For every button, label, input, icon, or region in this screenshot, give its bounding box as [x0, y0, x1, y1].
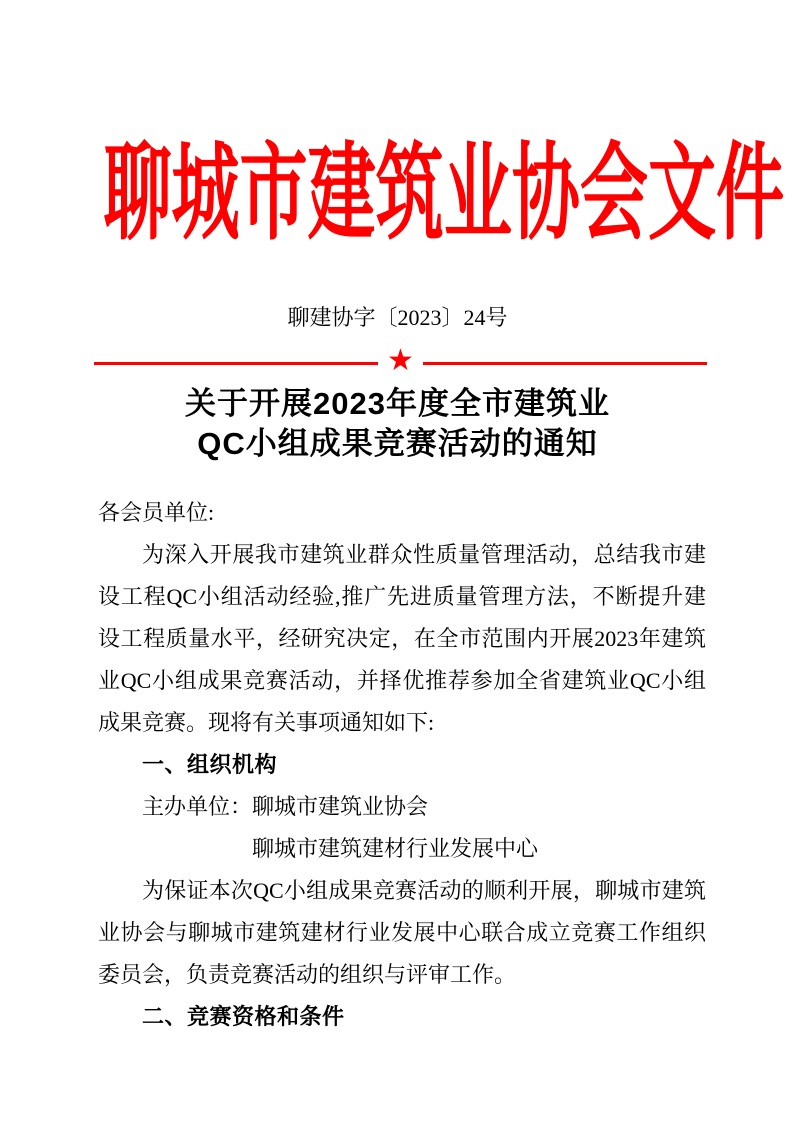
- section-2-heading: 二、竞赛资格和条件: [142, 1004, 345, 1029]
- intro-paragraph: 为深入开展我市建筑业群众性质量管理活动，总结我市建设工程QC小组活动经验,推广先进质量管理方法，不断提升建设工程质量水平，经研究决定，在全市范围内开展2023年建筑业QC小组成果竞赛活动，并择优推荐参加全省建筑业QC小组成果竞赛。现将有关事项通知如下:: [98, 542, 706, 735]
- organizer-line-2: 聊城市建筑建材行业发展中心: [252, 836, 539, 861]
- organizer-line-1: 主办单位：聊城市建筑业协会: [142, 794, 429, 819]
- divider-line-left: [94, 362, 378, 365]
- committee-paragraph: 为保证本次QC小组成果竞赛活动的顺利开展，聊城市建筑业协会与聊城市建筑建材行业发展中心联合成立竞赛工作组织委员会，负责竞赛活动的组织与评审工作。: [98, 878, 706, 987]
- divider-line-right: [423, 362, 707, 365]
- letterhead-org-title: 聊城市建筑业协会文件: [103, 135, 785, 253]
- notice-body: [98, 492, 706, 1038]
- notice-title-line1: 关于开展2023年度全市建筑业: [185, 386, 610, 421]
- section-1-heading: 一、组织机构: [142, 752, 278, 777]
- notice-title: [0, 384, 795, 464]
- star-icon: ★: [387, 343, 414, 378]
- notice-title-line2: QC小组成果竞赛活动的通知: [197, 426, 598, 461]
- document-number: 聊建协字〔2023〕24号: [287, 305, 508, 330]
- salutation: 各会员单位:: [98, 500, 215, 525]
- letterhead-divider: [94, 343, 707, 378]
